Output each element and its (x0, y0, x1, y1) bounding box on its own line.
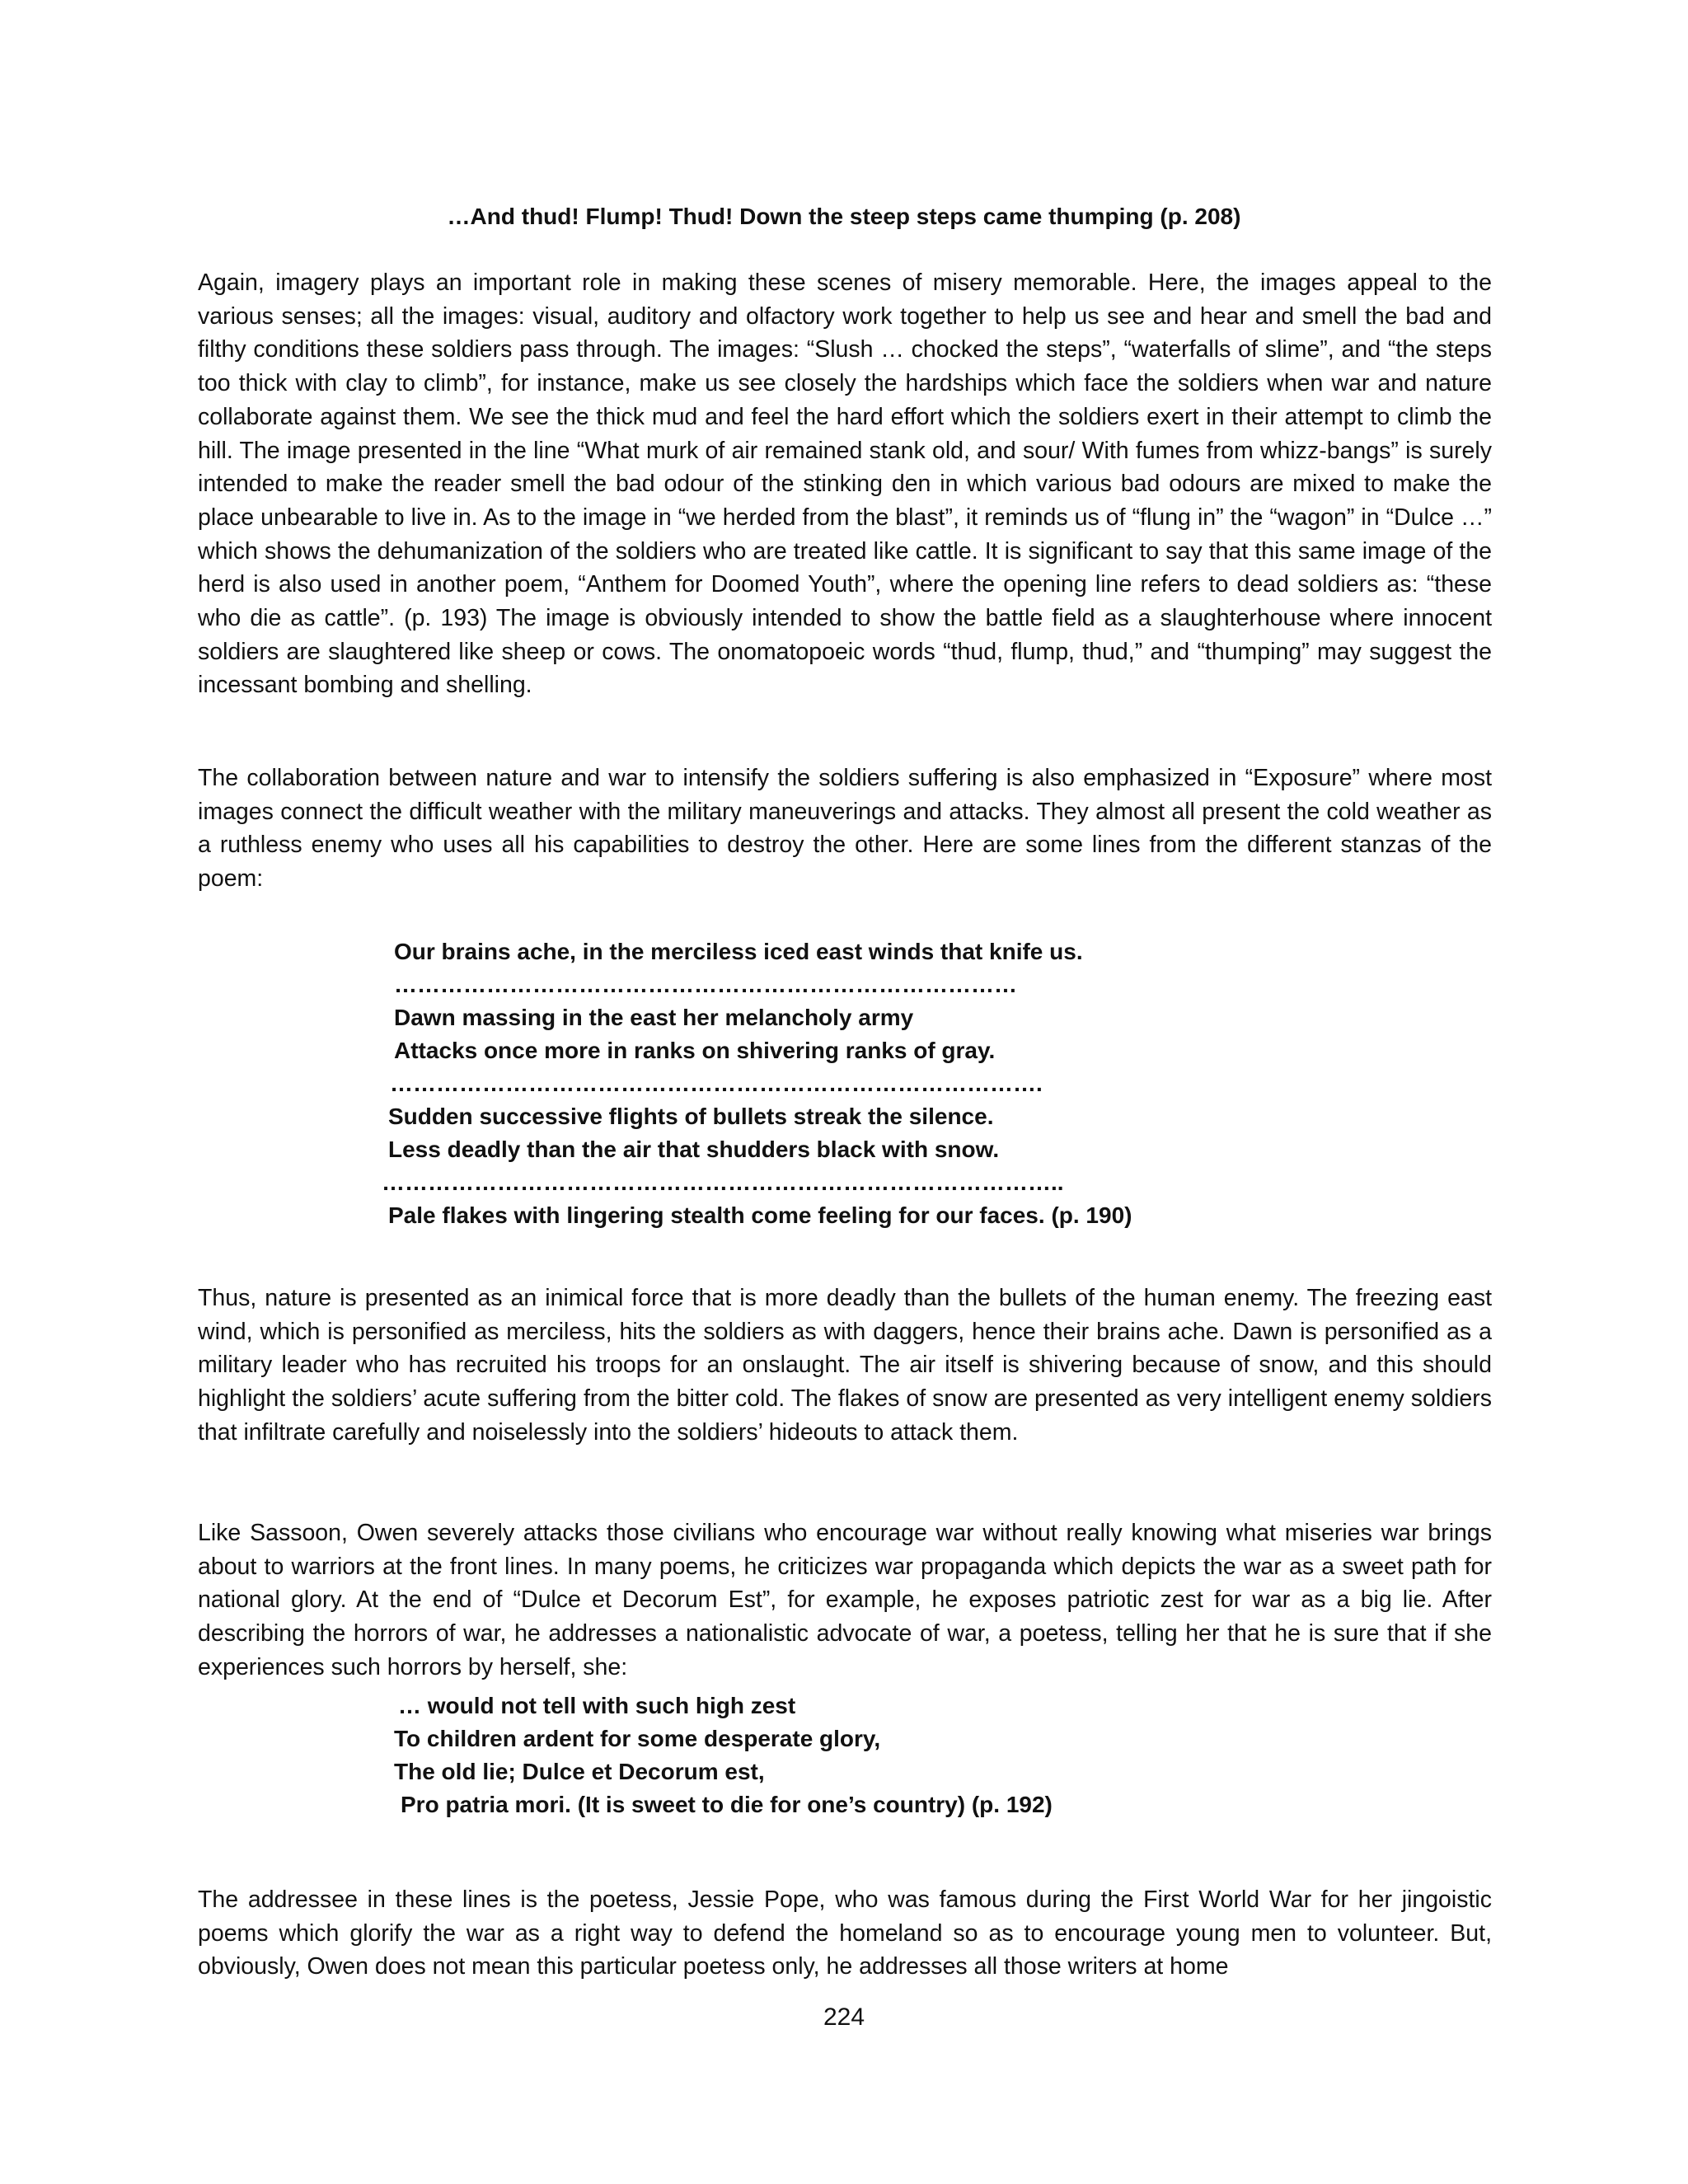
poem-line: Sudden successive flights of bullets streak the silence. (388, 1104, 994, 1129)
poem-line: Dawn massing in the east her melancholy army (394, 1005, 914, 1030)
poem-line: To children ardent for some desperate glory, (394, 1726, 881, 1751)
poem-line: Pro patria mori. (It is sweet to die for one’s country) (p. 192) (401, 1792, 1053, 1817)
paragraph-sassoon: Like Sassoon, Owen severely attacks those civilians who encourage war without really knowing what miseries war brings about to warriors at the front lines. In many poems, he criticizes war propaganda which depicts the war as a sweet path for national glory. At the end of “Dulce et Decorum Est”, for example, he exposes patriotic zest for war as a big lie. After describing the horrors of war, he addresses a nationalistic advocate of war, a poetess, telling her that he is sure that if she experiences such horrors by herself, she: (198, 1520, 1492, 1680)
ellipsis-line: ……………………………………………………………………… (394, 972, 1017, 997)
paragraph-nature: Thus, nature is presented as an inimical force that is more deadly than the bullets of the human enemy. The freezing east wind, which is personified as merciless, hits the soldiers as with daggers, hence their brains ache. Dawn is personified as a military leader who has recruited his troops for an onslaught. The air itself is shivering because of snow, and this should highlight the soldiers’ acute suffering from the bitter cold. The flakes of snow are presented as very intelligent enemy soldiers that infiltrate carefully and noiselessly into the soldiers’ hideouts to attack them. (198, 1285, 1492, 1446)
paragraph-addressee: The addressee in these lines is the poetess, Jessie Pope, who was famous during the First World War for her jingoistic poems which glorify the war as a right way to defend the homeland so as to encourage young men to volunteer. But, obviously, Owen does not mean this particular poetess only, he addresses all those writers at home (198, 1886, 1492, 1980)
poem-line: Pale flakes with lingering stealth come feeling for our faces. (p. 190) (388, 1202, 1132, 1228)
ellipsis-line: …………………………………………………………………………. (390, 1071, 1043, 1096)
poem-line: Less deadly than the air that shudders black with snow. (388, 1137, 1000, 1162)
poem-line: … would not tell with such high zest (398, 1693, 796, 1718)
poem-line: The old lie; Dulce et Decorum est, (394, 1759, 765, 1784)
paragraph-exposure: The collaboration between nature and war to intensify the soldiers suffering is also emphasized in “Exposure” where most images connect the difficult weather with the military maneuverings and attacks. They almost all present the cold weather as a ruthless enemy who uses all his capabilities to destroy the other. Here are some lines from the different stanzas of the poem: (198, 765, 1492, 893)
page-number: 224 (823, 2004, 865, 2031)
paragraph-imagery: Again, imagery plays an important role in making these scenes of misery memorable. Here, the images appeal to the various senses; all the images: visual, auditory and olfactory work together to help us see and hear and smell the bad and filthy conditions these soldiers pass through. The images: “Slush … chocked the steps”, “waterfalls of slime”, and “the steps too thick with clay to climb”, for instance, make us see closely the hardships which face the soldiers when war and nature collaborate against them. We see the thick mud and feel the hard effort which the soldiers exert in their attempt to climb the hill. The image presented in the line “What murk of air remained stank old, and sour/ With fumes from whizz-bangs” is surely intended to make the reader smell the bad odour of the stinking den in which various bad odours are mixed to make the place unbearable to live in. As to the image in “we herded from the blast”, it reminds us of “flung in” the “wagon” in “Dulce …” which shows the dehumanization of the soldiers who are treated like cattle. It is significant to say that this same image of the herd is also used in another poem, “Anthem for Doomed Youth”, where the opening line refers to dead soldiers as: “these who die as cattle”. (p. 193) The image is obviously intended to show the battle field as a slaughterhouse where innocent soldiers are slaughtered like sheep or cows. The onomatopoeic words “thud, flump, thud,” and “thumping” may suggest the incessant bombing and shelling. (198, 269, 1492, 699)
ellipsis-line: …………………………………………………………………………….. (382, 1169, 1064, 1195)
poem-line: Our brains ache, in the merciless iced east winds that knife us. (394, 939, 1083, 964)
quote-heading: …And thud! Flump! Thud! Down the steep steps came thumping (p. 208) (447, 204, 1241, 229)
poem-line: Attacks once more in ranks on shivering ranks of gray. (394, 1038, 996, 1063)
